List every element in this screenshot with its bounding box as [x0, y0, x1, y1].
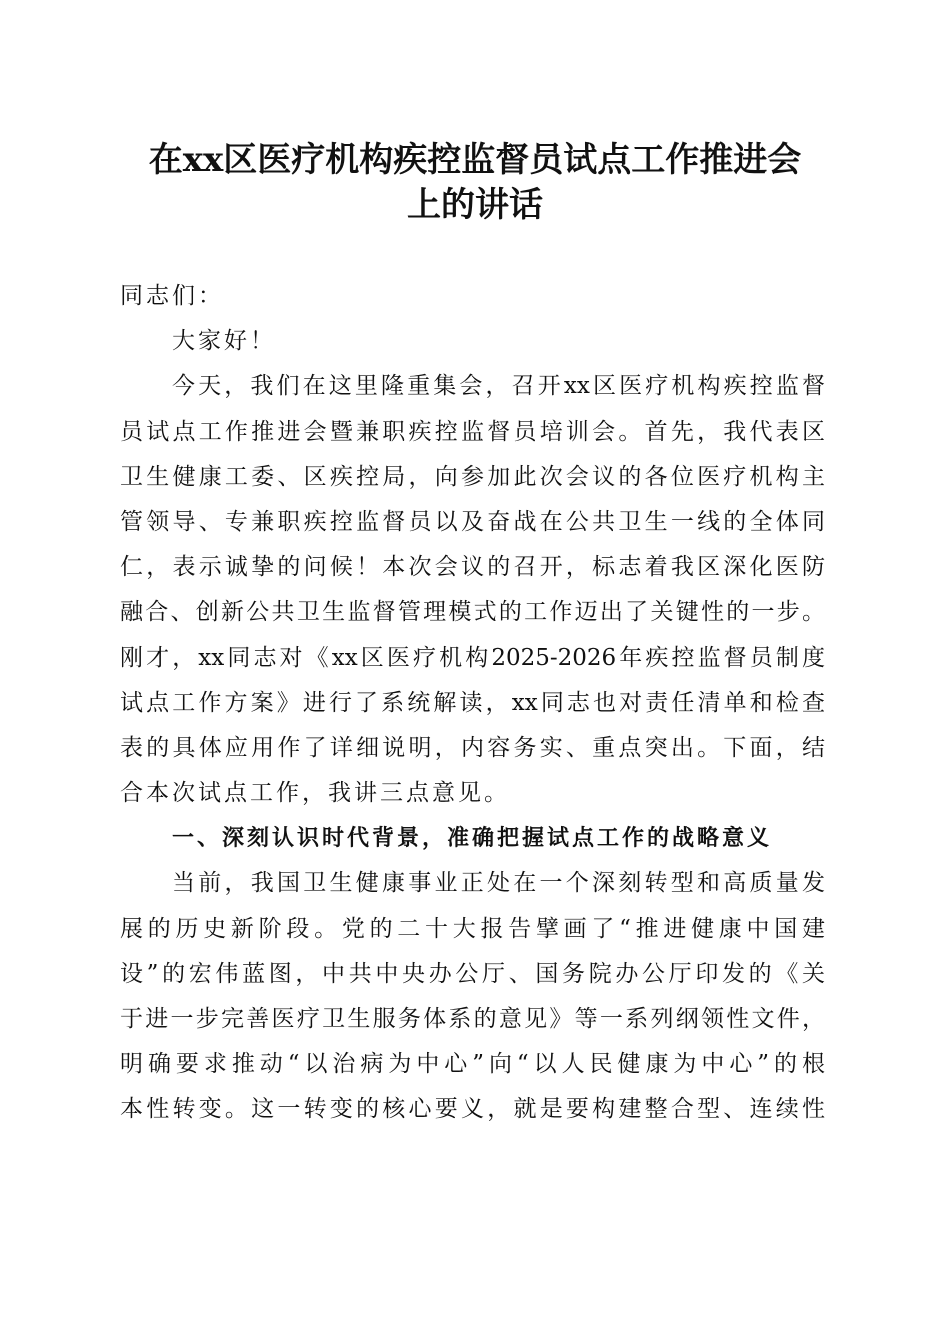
section-heading-1: 一、深刻认识时代背景，准确把握试点工作的战略意义	[172, 826, 773, 852]
document-title-line-2: 上的讲话	[407, 185, 543, 225]
text-line: 试点工作方案》进行了系统解读，xx同志也对责任清单和检查	[120, 689, 825, 716]
text-line: 明确要求推动“以治病为中心”向“以人民健康为中心”的根	[120, 1051, 825, 1078]
document-title-line-1: 在xx区医疗机构疾控监督员试点工作推进会	[148, 140, 802, 180]
text-line: 合本次试点工作，我讲三点意见。	[120, 780, 510, 807]
text-line: 今天，我们在这里隆重集会，召开xx区医疗机构疾控监督	[172, 373, 825, 400]
text-line: 于进一步完善医疗卫生服务体系的意见》等一系列纲领性文件，	[120, 1006, 825, 1032]
salutation: 同志们：	[120, 283, 224, 309]
text-line: 表的具体应用作了详细说明，内容务实、重点突出。下面，结	[120, 734, 825, 761]
greeting: 大家好！	[172, 328, 276, 355]
text-line: 刚才，xx同志对《xx区医疗机构2025-2026年疾控监督员制度	[120, 644, 825, 671]
text-line: 本性转变。这一转变的核心要义，就是要构建整合型、连续性	[120, 1096, 825, 1123]
text-line: 卫生健康工委、区疾控局，向参加此次会议的各位医疗机构主	[120, 463, 825, 490]
document-body	[120, 274, 825, 1133]
text-line: 仁，表示诚挚的问候！本次会议的召开，标志着我区深化医防	[120, 554, 825, 581]
text-line: 当前，我国卫生健康事业正处在一个深刻转型和高质量发	[172, 870, 825, 897]
text-line: 设”的宏伟蓝图，中共中央办公厅、国务院办公厅印发的《关	[120, 960, 825, 987]
text-line: 管领导、专兼职疾控监督员以及奋战在公共卫生一线的全体同	[120, 508, 825, 535]
text-line: 融合、创新公共卫生监督管理模式的工作迈出了关键性的一步。	[120, 599, 825, 626]
text-line: 展的历史新阶段。党的二十大报告擘画了“推进健康中国建	[120, 915, 825, 942]
text-line: 员试点工作推进会暨兼职疾控监督员培训会。首先，我代表区	[120, 418, 825, 445]
